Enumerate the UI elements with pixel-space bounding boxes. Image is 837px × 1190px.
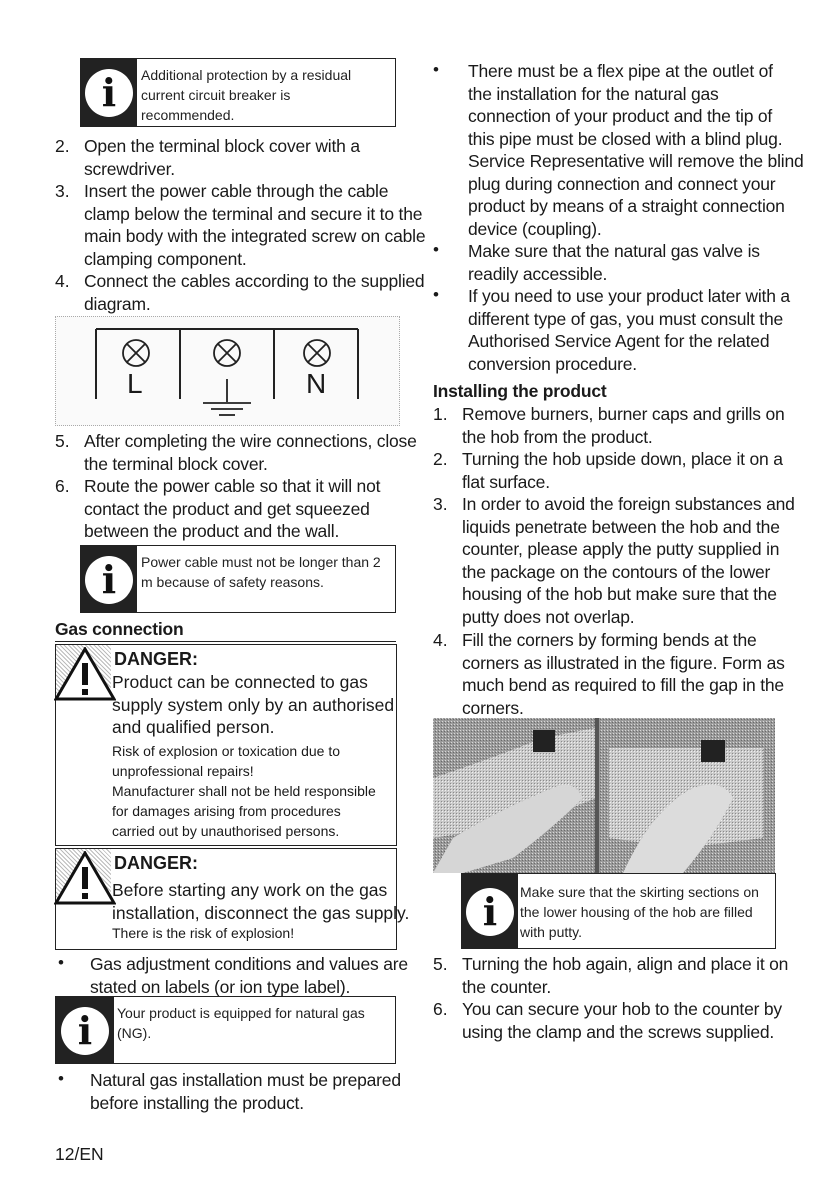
info-text-line: (NG). bbox=[117, 1025, 152, 1041]
ground-symbol bbox=[203, 379, 251, 415]
bullet-dot: • bbox=[433, 240, 439, 259]
step-number: 5. bbox=[55, 431, 70, 451]
danger-text-line: Before starting any work on the gas bbox=[112, 880, 388, 900]
bullet-text: product by means of a straight connection bbox=[468, 196, 785, 216]
terminal-symbol bbox=[123, 340, 149, 366]
bullet-text: Make sure that the natural gas valve is bbox=[468, 241, 760, 261]
bullet-text: different type of gas, you must consult the bbox=[468, 308, 784, 329]
step-number: 4. bbox=[433, 630, 448, 650]
step-number: 2. bbox=[433, 449, 448, 469]
danger-small-line: for damages arising from procedures bbox=[112, 803, 341, 819]
step-number: 6. bbox=[433, 999, 448, 1019]
bullet-dot: • bbox=[58, 953, 64, 972]
danger-small-line: Manufacturer shall not be held responsible bbox=[112, 783, 376, 799]
info-text-line: recommended. bbox=[141, 107, 235, 123]
danger-box-disconnect-gas bbox=[55, 848, 410, 950]
step-text: After completing the wire connections, close bbox=[84, 431, 417, 451]
step-number: 6. bbox=[55, 476, 70, 496]
danger-small-line: There is the risk of explosion! bbox=[112, 925, 295, 941]
danger-small-line: carried out by unauthorised persons. bbox=[112, 823, 340, 839]
step-text: using the clamp and the screws supplied. bbox=[462, 1021, 775, 1042]
bullet-text: There must be a flex pipe at the outlet of bbox=[468, 61, 773, 81]
bullet-text: stated on labels (or ion type label). bbox=[90, 976, 351, 997]
info-text-line: Additional protection by a residual bbox=[141, 67, 352, 83]
info-box-rcd bbox=[80, 58, 396, 127]
bullet-text: If you need to use your product later with a bbox=[468, 286, 790, 306]
terminal-label-n: N bbox=[306, 368, 327, 399]
info-icon: i bbox=[81, 546, 137, 612]
bullet-text: this pipe must be closed with a blind plug. bbox=[468, 128, 783, 149]
step-text: the terminal block cover. bbox=[84, 453, 268, 474]
bullet-text: readily accessible. bbox=[468, 263, 608, 284]
step-text: between the product and the wall. bbox=[84, 521, 340, 541]
terminal-label-l: L bbox=[127, 368, 143, 399]
step-text: In order to avoid the foreign substances and bbox=[462, 494, 795, 514]
danger-title: DANGER: bbox=[114, 649, 198, 669]
info-icon: i bbox=[81, 59, 137, 126]
step-text: flat surface. bbox=[462, 471, 550, 492]
step-text: main body with the integrated screw on cable bbox=[84, 226, 426, 246]
section-heading-gas-connection: Gas connection bbox=[55, 619, 184, 639]
info-text-line: m because of safety reasons. bbox=[141, 574, 324, 590]
step-number: 2. bbox=[55, 136, 70, 156]
step-text: housing of the hob but make sure that the bbox=[462, 584, 777, 604]
info-text-line: current circuit breaker is bbox=[141, 87, 291, 103]
putty-corner-photo-svg bbox=[433, 718, 775, 873]
bullet-text: Authorised Service Agent for the related bbox=[468, 331, 770, 351]
danger-text-line: installation, disconnect the gas supply. bbox=[112, 902, 410, 923]
info-text-line: with putty. bbox=[520, 924, 582, 940]
danger-text-line: supply system only by an authorised bbox=[112, 694, 395, 715]
step-text: Remove burners, burner caps and grills on bbox=[462, 404, 785, 424]
info-box-cable-length bbox=[80, 545, 396, 613]
danger-text-line: Product can be connected to gas bbox=[112, 672, 368, 692]
bullet-text: connection of your product and the tip of bbox=[468, 106, 773, 126]
bullet-dot: • bbox=[433, 60, 439, 79]
terminal-symbol bbox=[214, 340, 240, 366]
step-text: Turning the hob upside down, place it on a bbox=[462, 449, 783, 469]
step-text: Turning the hob again, align and place it on bbox=[462, 954, 789, 974]
bullet-text: Natural gas installation must be prepared bbox=[90, 1070, 401, 1090]
section-heading-installing: Installing the product bbox=[433, 381, 607, 401]
danger-title: DANGER: bbox=[114, 853, 198, 873]
bullet-dot: • bbox=[58, 1069, 64, 1088]
heading-rule bbox=[55, 641, 396, 642]
step-text: Fill the corners by forming bends at the bbox=[462, 630, 757, 650]
page-number: 12/EN bbox=[55, 1144, 104, 1164]
wiring-diagram bbox=[55, 316, 400, 426]
danger-small-line: Risk of explosion or toxication due to bbox=[112, 743, 341, 759]
step-text: diagram. bbox=[84, 293, 151, 314]
step-text: the package on the contours of the lower bbox=[462, 561, 771, 582]
info-text-line: the lower housing of the hob are filled bbox=[520, 904, 753, 920]
danger-text-line: and qualified person. bbox=[112, 717, 275, 737]
step-text: You can secure your hob to the counter by bbox=[462, 999, 782, 1019]
info-text-line: Your product is equipped for natural gas bbox=[117, 1005, 365, 1021]
step-number: 3. bbox=[55, 181, 70, 201]
step-number: 3. bbox=[433, 494, 448, 514]
step-number: 5. bbox=[433, 954, 448, 974]
bullet-text: conversion procedure. bbox=[468, 353, 637, 374]
putty-corner-photo bbox=[433, 718, 775, 873]
info-text-line: Make sure that the skirting sections on bbox=[520, 884, 759, 900]
bullet-text: the installation for the natural gas bbox=[468, 83, 719, 104]
info-box-natural-gas bbox=[55, 996, 396, 1064]
step-text: screwdriver. bbox=[84, 158, 175, 179]
step-text: putty does not overlap. bbox=[462, 606, 635, 627]
bullet-text: plug during connection and connect your bbox=[468, 173, 776, 194]
step-text: contact the product and get squeezed bbox=[84, 498, 370, 519]
step-text: corners as illustrated in the figure. Form as bbox=[462, 652, 785, 673]
info-icon: i bbox=[56, 997, 114, 1063]
step-text: much bend as required to fill the gap in the bbox=[462, 675, 784, 695]
step-number: 1. bbox=[433, 404, 448, 424]
wiring-diagram-svg bbox=[56, 317, 399, 425]
info-icon: i bbox=[462, 874, 518, 948]
step-text: Connect the cables according to the supplied bbox=[84, 271, 425, 291]
step-text: Route the power cable so that it will not bbox=[84, 476, 381, 496]
step-text: clamp below the terminal and secure it to the bbox=[84, 203, 423, 224]
info-text-line: Power cable must not be longer than 2 bbox=[141, 554, 381, 570]
step-text: Insert the power cable through the cable bbox=[84, 181, 389, 201]
step-text: clamping component. bbox=[84, 248, 247, 269]
danger-box-authorised-person bbox=[55, 644, 397, 846]
warning-triangle-icon bbox=[54, 647, 116, 703]
info-box-skirting-putty bbox=[461, 873, 776, 949]
danger-small-line: unprofessional repairs! bbox=[112, 763, 254, 779]
step-number: 4. bbox=[55, 271, 70, 291]
step-text: liquids penetrate between the hob and the bbox=[462, 516, 780, 537]
bullet-text: before installing the product. bbox=[90, 1092, 304, 1113]
bullet-text: Service Representative will remove the blind bbox=[468, 151, 804, 171]
step-text: counter, please apply the putty supplied in bbox=[462, 539, 780, 559]
terminal-symbol bbox=[304, 340, 330, 366]
step-text: corners. bbox=[462, 697, 524, 718]
step-text: Open the terminal block cover with a bbox=[84, 136, 360, 156]
step-text: the counter. bbox=[462, 976, 552, 997]
warning-triangle-icon bbox=[54, 851, 116, 907]
step-text: the hob from the product. bbox=[462, 426, 653, 447]
bullet-dot: • bbox=[433, 285, 439, 304]
bullet-text: device (coupling). bbox=[468, 218, 602, 239]
bullet-text: Gas adjustment conditions and values are bbox=[90, 954, 408, 974]
